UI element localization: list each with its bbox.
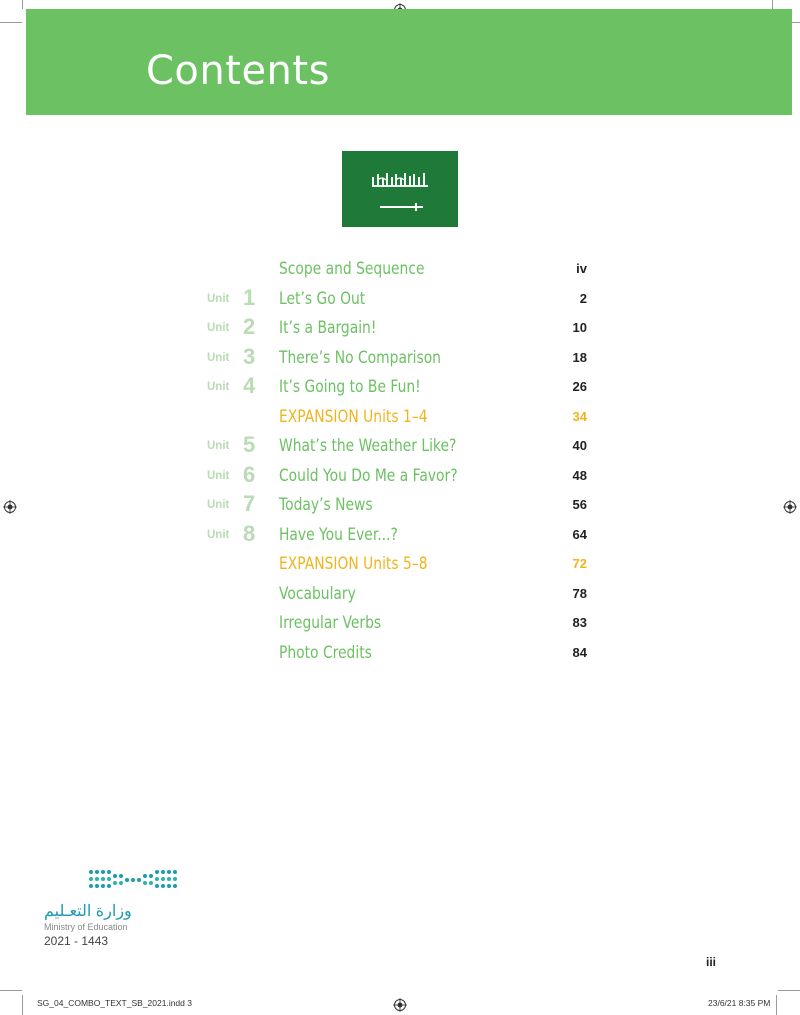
toc-page-number: 64: [572, 526, 587, 542]
registration-mark-icon: [393, 998, 407, 1012]
crop-mark: [778, 990, 800, 991]
ministry-year: 2021 - 1443: [44, 934, 109, 948]
toc-entry-title: Could You Do Me a Favor?: [279, 465, 458, 485]
toc-page-number: 2: [579, 290, 587, 306]
toc-row: [0, 285, 800, 314]
print-slug-filename: SG_04_COMBO_TEXT_SB_2021.indd 3: [37, 998, 192, 1008]
toc-unit-label: Unit: [207, 322, 230, 334]
toc-unit-number: 6: [243, 461, 256, 487]
toc-entry-title: Photo Credits: [279, 642, 372, 662]
toc-page-number: iv: [576, 261, 587, 276]
toc-page-number: 26: [572, 379, 587, 394]
toc-unit-label: Unit: [207, 440, 230, 452]
toc-unit-label: Unit: [207, 292, 230, 305]
toc-entry-title: Have You Ever...?: [279, 524, 398, 544]
toc-unit-number: 4: [243, 373, 256, 398]
toc-row: [0, 491, 800, 520]
toc-entry-title: Vocabulary: [279, 583, 356, 603]
toc-unit-label: Unit: [207, 381, 230, 393]
toc-entry-title: EXPANSION Units 5–8: [279, 554, 428, 573]
toc-unit-label: Unit: [207, 469, 230, 482]
print-slug-date: 23/6/21 8:35 PM: [708, 998, 771, 1008]
toc-unit-label: Unit: [207, 499, 230, 511]
toc-entry-title: Irregular Verbs: [279, 613, 382, 632]
toc-row: [0, 550, 800, 579]
ministry-logo-icon: [87, 866, 179, 894]
toc-row: [0, 344, 800, 373]
toc-page-number: 10: [572, 320, 587, 335]
toc-row: [0, 521, 800, 550]
page-title: Contents: [146, 48, 330, 94]
toc-entry-title: What’s the Weather Like?: [279, 436, 457, 455]
toc-entry-title: Let’s Go Out: [279, 288, 366, 308]
header-banner: [26, 9, 792, 115]
toc-unit-number: 5: [243, 432, 256, 457]
toc-row: [0, 432, 800, 461]
toc-row: [0, 403, 800, 432]
toc-unit-number: 1: [243, 284, 256, 310]
saudi-flag-icon: [342, 151, 458, 227]
toc-row: [0, 580, 800, 609]
toc-page-number: 48: [572, 467, 587, 483]
toc-row: [0, 609, 800, 638]
toc-page-number: 56: [572, 497, 587, 512]
toc-entry-title: It’s a Bargain!: [279, 318, 377, 337]
crop-mark: [776, 995, 777, 1015]
toc-entry-title: Scope and Sequence: [279, 259, 425, 278]
toc-row: [0, 639, 800, 668]
toc-unit-label: Unit: [207, 528, 230, 541]
toc-row: [0, 373, 800, 402]
toc-page-number: 84: [572, 644, 587, 660]
ministry-name-arabic: وزارة التعـليم: [44, 903, 132, 920]
toc-page-number: 40: [572, 438, 587, 453]
toc-unit-label: Unit: [207, 351, 230, 364]
crop-mark: [22, 995, 23, 1015]
toc-unit-number: 7: [243, 491, 256, 516]
page-number: iii: [706, 955, 717, 969]
crop-mark: [22, 0, 23, 9]
toc-row: [0, 462, 800, 491]
toc-unit-number: 2: [243, 314, 256, 339]
crop-mark: [0, 990, 22, 991]
toc-entry-title: EXPANSION Units 1–4: [279, 406, 428, 426]
toc-entry-title: It’s Going to Be Fun!: [279, 377, 421, 396]
crop-mark: [0, 22, 22, 23]
toc-unit-number: 3: [243, 343, 256, 369]
toc-row: [0, 314, 800, 343]
toc-page-number: 18: [572, 349, 587, 365]
toc-unit-number: 8: [243, 520, 256, 546]
toc-row: [0, 255, 800, 284]
toc-entry-title: There’s No Comparison: [279, 347, 441, 367]
toc-page-number: 78: [572, 585, 587, 601]
toc-page-number: 83: [572, 615, 587, 630]
toc-entry-title: Today’s News: [279, 495, 373, 514]
ministry-name-english: Ministry of Education: [44, 922, 128, 932]
toc-page-number: 34: [572, 408, 587, 424]
toc-page-number: 72: [572, 556, 587, 571]
